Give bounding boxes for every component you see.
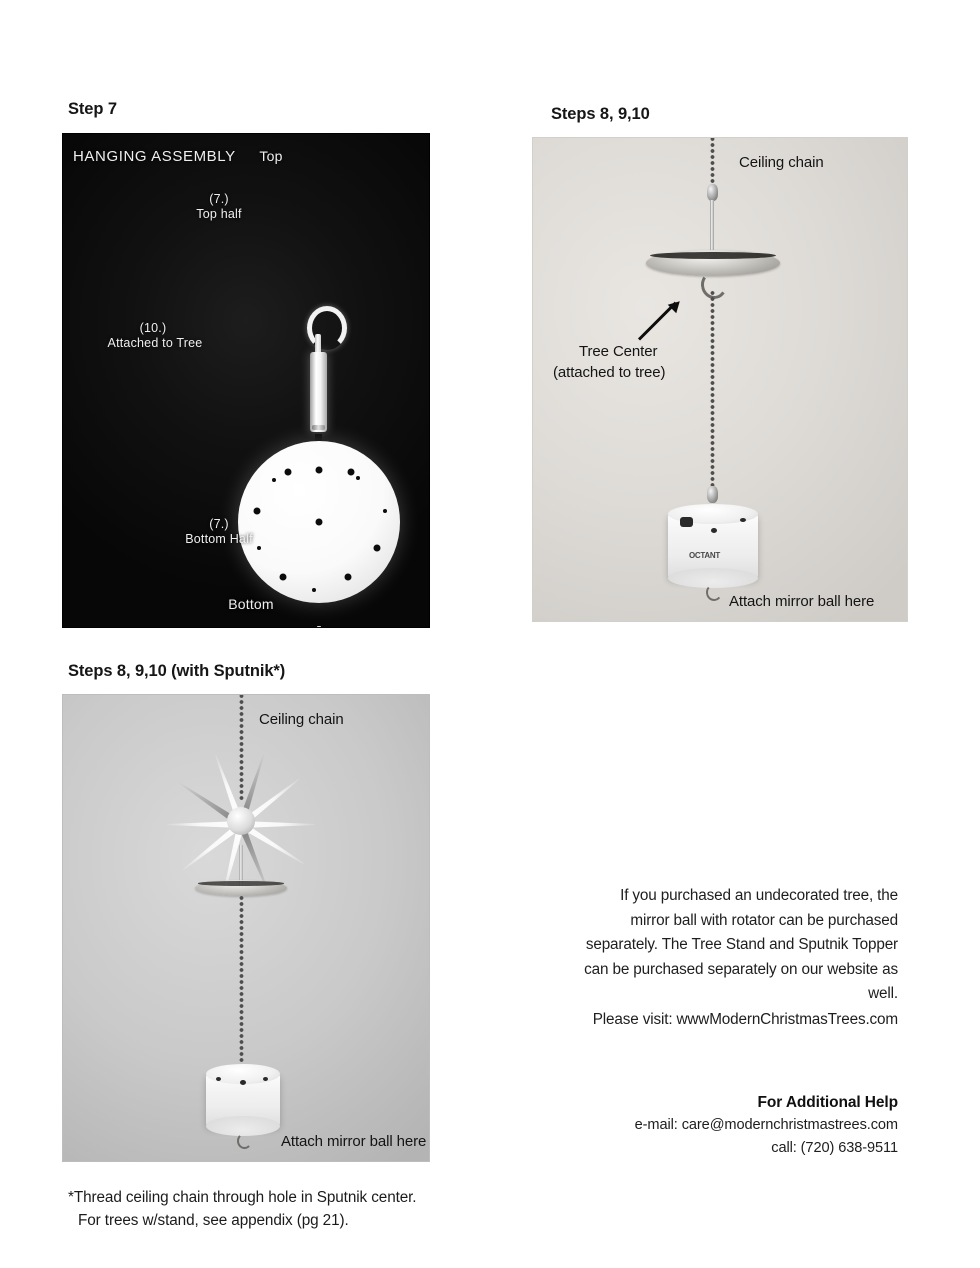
callout-attached-text: Attached to Tree — [107, 336, 203, 350]
disc-hole — [272, 478, 276, 482]
sputnik-footnote-line2: For trees w/stand, see appendix (pg 21). — [78, 1212, 349, 1229]
attach-mirror-ball-label: Attach mirror ball here — [729, 593, 875, 610]
chain-swivel — [707, 184, 718, 201]
ceiling-chain — [710, 137, 715, 186]
bottom-label: Bottom — [228, 596, 274, 612]
sputnik-core — [227, 807, 255, 835]
bottom-half-rod — [317, 626, 321, 628]
callout-attached-number: (10.) — [139, 321, 167, 335]
sputnik-footnote-line1: *Thread ceiling chain through hole in Sputnik center. — [68, 1189, 417, 1206]
disc-hole — [285, 468, 292, 475]
rotator-screw — [711, 528, 717, 533]
rotator-screw — [263, 1077, 268, 1081]
tree-center-label-line2: (attached to tree) — [553, 364, 666, 381]
mirror-ball-rotator — [668, 513, 758, 579]
disc-hole — [312, 588, 316, 592]
ceiling-chain-label: Ceiling chain — [739, 154, 824, 171]
tree-center-arrow-tip-icon — [668, 297, 684, 313]
purchase-note-paragraph: If you purchased an undecorated tree, the mirror ball with rotator can be purchased separately. The Tree Stand and Sputnik Topper can be purchased separately on our website as well. — [584, 887, 898, 1002]
callout-bottom-half-number: (7.) — [209, 517, 229, 531]
hanging-assembly-title: HANGING ASSEMBLY — [73, 148, 236, 165]
callout-top-half-text: Top half — [196, 207, 242, 221]
steps8910-heading: Steps 8, 9,10 — [551, 105, 650, 123]
rotator-switch — [680, 517, 693, 527]
callout-top-half-number: (7.) — [209, 192, 229, 206]
contact-email: e-mail: care@modernchristmastrees.com — [634, 1117, 898, 1133]
disc-hole — [356, 476, 360, 480]
top-label: Top — [259, 148, 283, 164]
ceiling-chain-label: Ceiling chain — [259, 711, 344, 728]
contact-block — [560, 1091, 898, 1160]
lower-ball-chain — [239, 895, 244, 1063]
attach-mirror-ball-label: Attach mirror ball here — [281, 1133, 427, 1150]
disc-hole-center — [316, 519, 323, 526]
disc-hole — [254, 507, 261, 514]
step7-photo — [62, 133, 430, 628]
mirror-ball-rotator — [206, 1073, 280, 1127]
disc-hole — [374, 544, 381, 551]
disc-hole — [383, 509, 387, 513]
disc-hole — [280, 574, 287, 581]
disc-hole — [316, 467, 323, 474]
rotator-screw — [240, 1080, 246, 1085]
contact-phone: call: (720) 638-9511 — [771, 1140, 898, 1156]
contact-heading: For Additional Help — [757, 1094, 898, 1111]
disc-hole — [348, 468, 355, 475]
rotator-screw — [740, 518, 746, 522]
sputnik-footnote — [68, 1186, 416, 1232]
website-visit-line: Please visit: wwwModernChristmasTrees.com — [592, 1011, 898, 1028]
tree-center-plate — [195, 880, 287, 896]
steps8910-photo — [532, 137, 908, 622]
sputnik-photo — [62, 694, 430, 1162]
eye-bolt-hook-icon — [307, 306, 347, 350]
tree-center-label-line1: Tree Center — [579, 343, 658, 360]
sputnik-heading: Steps 8, 9,10 (with Sputnik*) — [68, 662, 286, 680]
rotator-swivel — [707, 486, 718, 503]
rotator-brand-label: OCTANT — [689, 550, 720, 561]
disc-hole — [345, 574, 352, 581]
rotator-screw — [216, 1077, 221, 1081]
callout-bottom-half-text: Bottom Half — [185, 532, 253, 546]
rotator-hook-icon — [705, 583, 722, 601]
rotator-hook-icon — [237, 1133, 252, 1149]
step7-heading: Step 7 — [68, 100, 117, 118]
eye-bolt-barrel — [310, 352, 327, 432]
lower-ball-chain — [710, 290, 715, 490]
